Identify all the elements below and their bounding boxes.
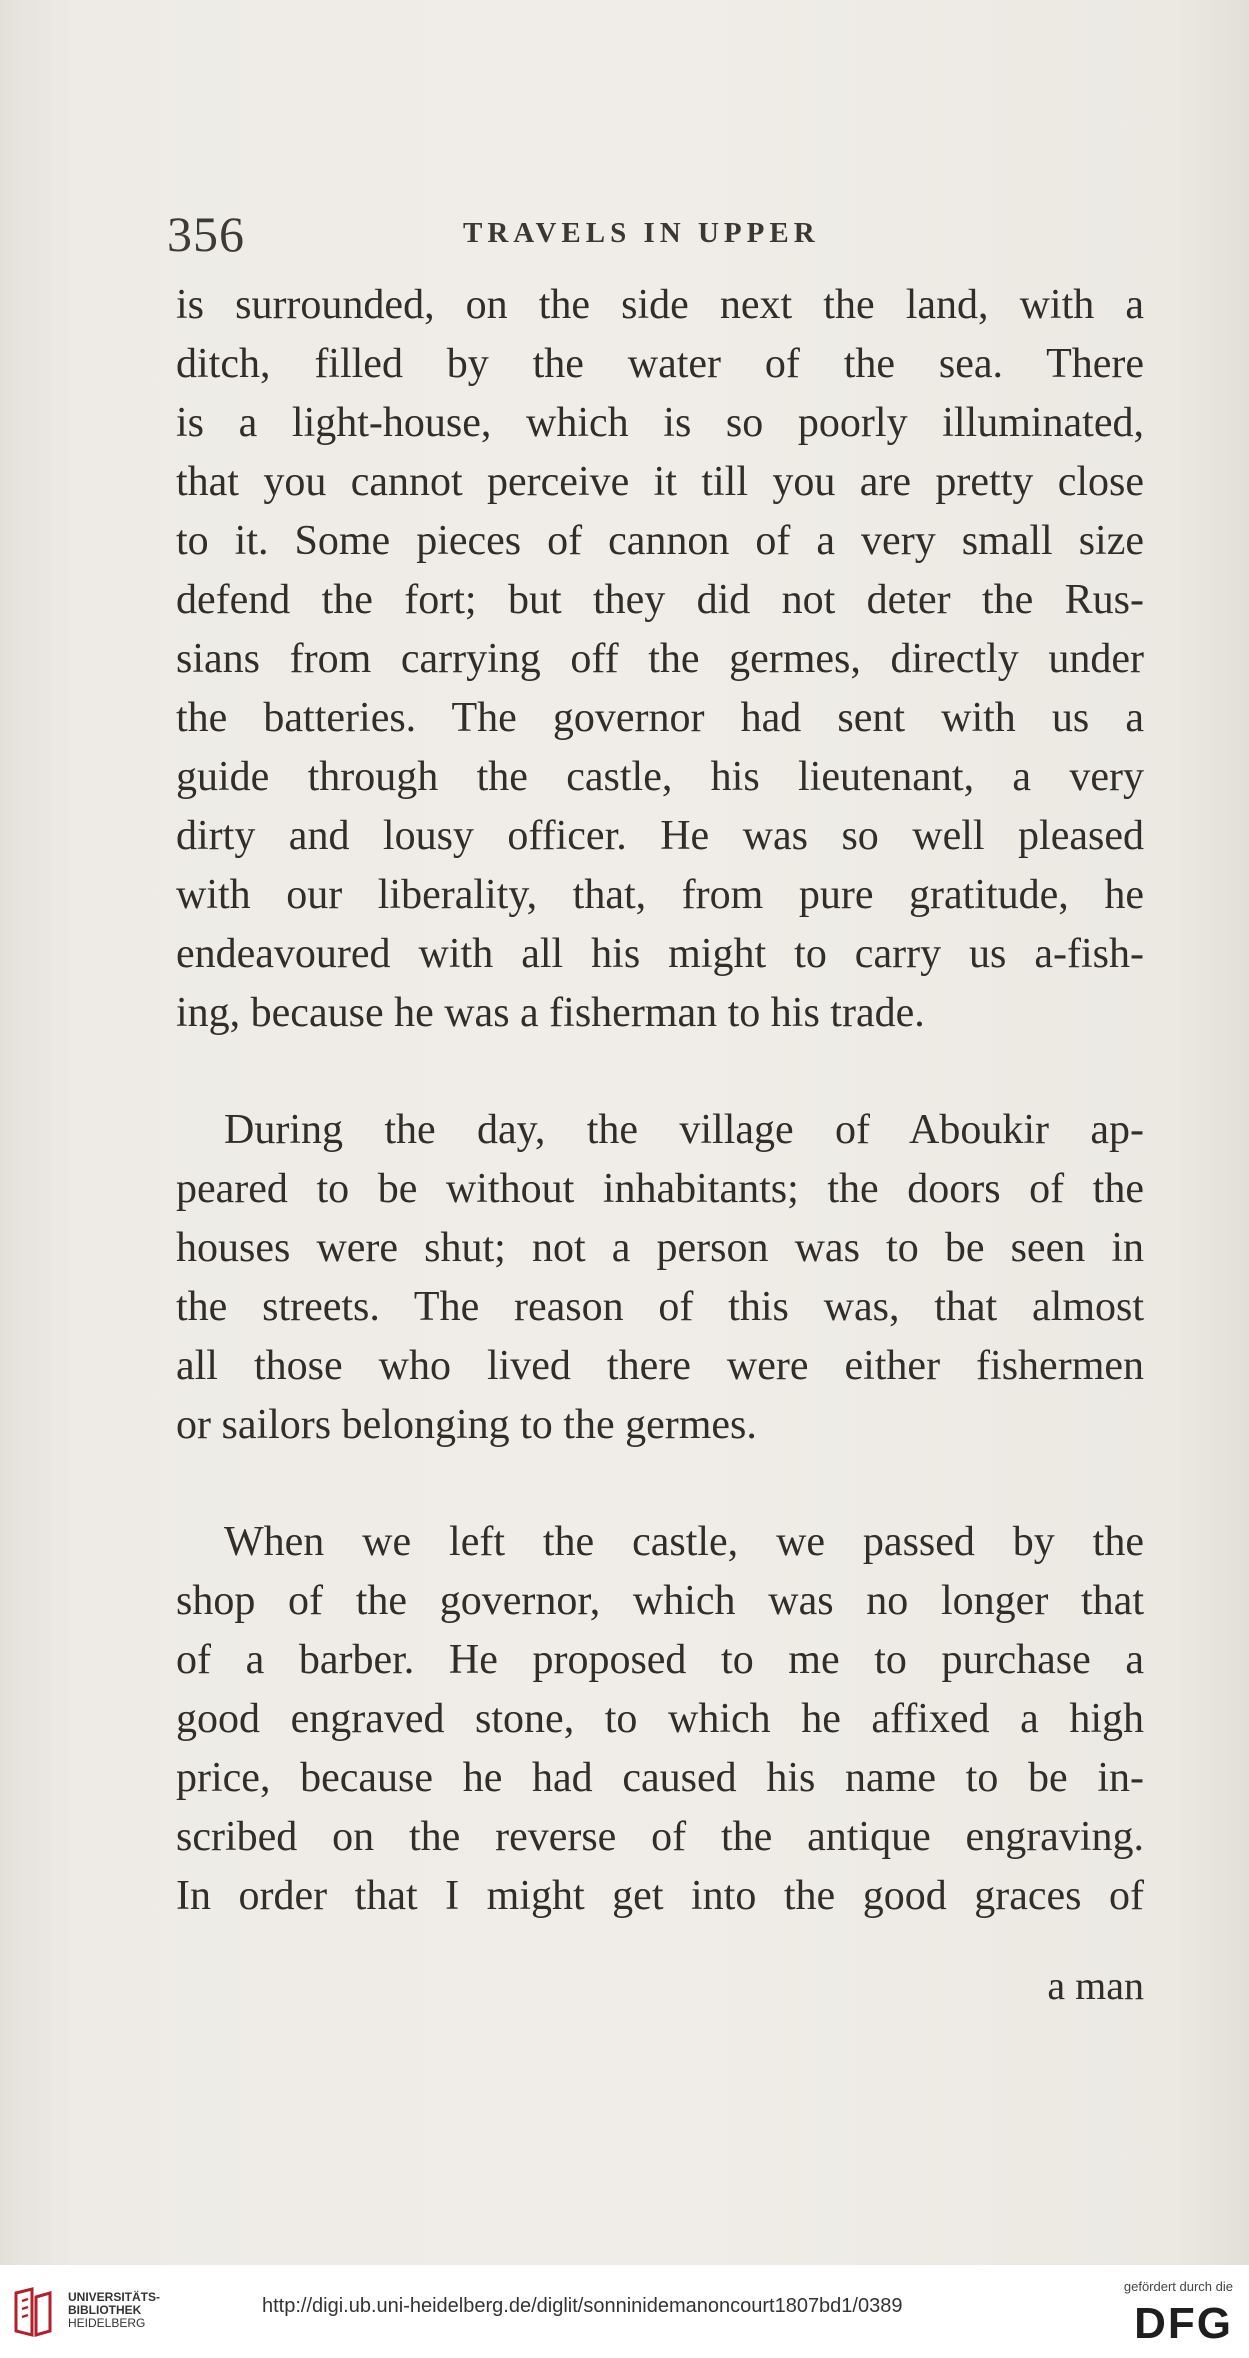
paragraph-2 — [176, 1101, 1144, 1455]
text-line: all those who lived there were either fishermen — [176, 1343, 1144, 1389]
text-line: or sailors belonging to the germes. — [176, 1402, 757, 1448]
text-line: When we left the castle, we passed by the — [224, 1519, 1144, 1565]
text-line: scribed on the reverse of the antique engraving. — [176, 1814, 1144, 1860]
text-line: of a barber. He proposed to me to purchase a — [176, 1637, 1144, 1683]
permalink-url[interactable]: http://digi.ub.uni-heidelberg.de/diglit/sonninidemanoncourt1807bd1/0389 — [262, 2295, 903, 2317]
text-line: to it. Some pieces of cannon of a very small size — [176, 518, 1144, 564]
text-line: dirty and lousy officer. He was so well pleased — [176, 813, 1144, 859]
text-line: endeavoured with all his might to carry us a-fish- — [176, 931, 1144, 977]
library-name-line: UNIVERSITÄTS- — [68, 2290, 161, 2304]
library-name-line: BIBLIOTHEK — [68, 2303, 142, 2317]
paragraph-1 — [176, 276, 1144, 1043]
text-line: is surrounded, on the side next the land, with a — [176, 282, 1144, 328]
library-name-line: HEIDELBERG — [68, 2316, 146, 2330]
text-line: In order that I might get into the good graces of — [176, 1873, 1144, 1919]
text-line: shop of the governor, which was no longer that — [176, 1578, 1144, 1624]
text-line: price, because he had caused his name to be in- — [176, 1755, 1144, 1801]
text-line: the batteries. The governor had sent with us a — [176, 695, 1144, 741]
body-text — [176, 276, 1144, 1926]
catchword: a man — [1047, 1963, 1144, 2008]
library-name — [68, 2291, 160, 2330]
text-line: guide through the castle, his lieutenant, a very — [176, 754, 1144, 800]
text-line: ing, because he was a fisherman to his trade. — [176, 990, 925, 1036]
digitization-footer — [0, 2265, 1249, 2358]
text-line: ditch, filled by the water of the sea. There — [176, 341, 1144, 387]
funding-note: gefördert durch die — [1123, 2279, 1233, 2294]
text-line: good engraved stone, to which he affixed a high — [176, 1696, 1144, 1742]
text-line: During the day, the village of Aboukir ap- — [224, 1107, 1144, 1153]
text-line: with our liberality, that, from pure gratitude, he — [176, 872, 1144, 918]
text-line: sians from carrying off the germes, directly under — [176, 636, 1144, 682]
page-number: 356 — [167, 206, 245, 262]
text-line: defend the fort; but they did not deter the Rus- — [176, 577, 1144, 623]
text-line: is a light-house, which is so poorly illuminated, — [176, 400, 1144, 446]
paragraph-3 — [176, 1513, 1144, 1926]
running-head: TRAVELS IN UPPER — [463, 217, 820, 249]
dfg-logo: DFG — [1134, 2299, 1233, 2348]
paragraph-gap — [176, 1043, 1144, 1101]
text-line: the streets. The reason of this was, that almost — [176, 1284, 1144, 1330]
page-header — [0, 205, 1249, 275]
paragraph-gap — [176, 1455, 1144, 1513]
text-line: peared to be without inhabitants; the doors of the — [176, 1166, 1144, 1212]
text-line: that you cannot perceive it till you are pretty close — [176, 459, 1144, 505]
text-line: houses were shut; not a person was to be seen in — [176, 1225, 1144, 1271]
ub-heidelberg-logo-icon — [12, 2287, 54, 2339]
